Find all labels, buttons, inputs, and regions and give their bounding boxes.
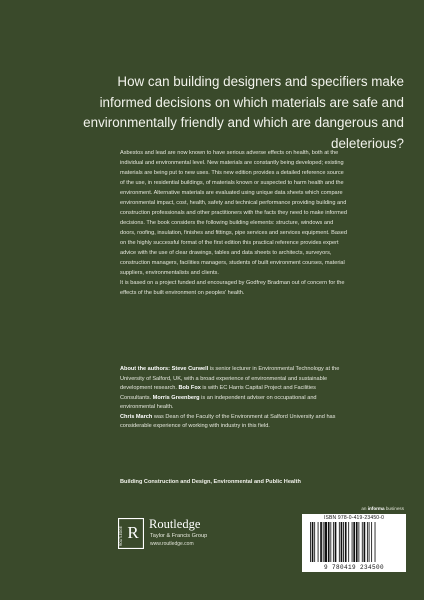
publisher-group: Taylor & Francis Group: [150, 533, 208, 539]
authors-paragraph-2: [120, 413, 346, 432]
barcode-bar: [333, 522, 334, 562]
author-name: Chris March: [120, 413, 153, 420]
description: [120, 148, 348, 298]
publisher-url: www.routledge.com: [150, 541, 194, 547]
informa-suffix: business: [384, 506, 404, 511]
barcode-bar: [367, 522, 368, 562]
isbn-barcode-block: [302, 514, 406, 572]
barcode-bar: [318, 522, 319, 562]
routledge-logo-icon: [118, 518, 144, 549]
barcode-bar: [330, 522, 331, 562]
isbn-label: ISBN 978-0-419-23450-0: [323, 515, 385, 521]
author-bio: is with EC Harris Capital Project and Facilities Consultants.: [120, 385, 316, 401]
barcode-bar: [348, 522, 349, 562]
author-bio: is senior lecturer in Environmental Technology at the University of Salford, UK, with a broad experience of environmental and sustainable development research.: [120, 366, 340, 391]
barcode-bar: [343, 522, 344, 562]
logo-letter: R: [127, 523, 139, 542]
barcode-bar: [335, 522, 337, 562]
barcode-bar: [341, 522, 343, 562]
author-bio: was Dean of the Faculty of the Environment at Salford University and has considerable experience of working with industry in this field.: [120, 413, 336, 429]
barcode-bar: [375, 522, 376, 562]
about-the-authors: [120, 365, 346, 432]
description-paragraph: It is based on a project funded and encouraged by Godfrey Bradman out of concern for the effects of the built environment on peoples' health.: [120, 280, 345, 296]
barcode-bar: [362, 522, 363, 562]
authors-paragraph-1: [120, 365, 346, 413]
barcode-bar: [339, 522, 340, 562]
barcode-bar: [358, 522, 359, 562]
subject-category: Building Construction and Design, Environmental and Public Health: [120, 479, 301, 485]
barcode-bar: [320, 522, 322, 562]
informa-prefix: an: [361, 506, 368, 511]
author-name: Steve Curwell: [171, 366, 209, 372]
barcode-bar: [356, 522, 358, 562]
author-name: Bob Fox: [178, 385, 201, 391]
barcode-bar: [328, 522, 330, 562]
barcode-bar: [353, 522, 355, 562]
author-name: Morris Greenberg: [152, 394, 200, 401]
logo-vertical-text: ROUTLEDGE: [119, 526, 123, 546]
barcode-bar: [371, 522, 372, 562]
barcode-bar: [369, 522, 370, 562]
authors-heading: About the authors:: [120, 366, 172, 372]
author-bio: is an independent adviser on occupational and environmental health.: [120, 394, 317, 410]
barcode-bar: [364, 522, 366, 562]
barcode-bar: [312, 522, 314, 562]
informa-business-note: [304, 506, 404, 511]
barcode-bar: [314, 522, 315, 562]
description-paragraph: Asbestos and lead are now known to have serious adverse effects on health, both at the individual and environmental level. New materials are constantly being developed; existing materials are being put to new uses. This new edition provides a detailed reference source of the use, in residential buildings, of materials known or suspected to harm health and the environment. Alternative materials are evaluated using unique data sheets which compare environmental impact, cost, health, safety and technical performance providing building and construction professionals and other practitioners with the facts they need to make informed decisions. The book considers the following building elements: structure, windows and doors, roofing, insulation, finishes and fittings, pipe services and services equipment. Based on the highly successful format of the first edition this practical reference provides expert advice with the use of clear drawings, tables and data sheets to architects, surveyors, construction managers, facilities managers, students of built environment courses, material suppliers, environmentalists and clients.: [120, 150, 347, 276]
barcode-bar: [352, 522, 353, 562]
informa-brand: informa: [367, 506, 385, 511]
barcode-number: 9 780419 234500: [323, 564, 384, 571]
barcode-bar: [324, 522, 327, 562]
publisher-name: Routledge: [149, 517, 201, 531]
barcode-bar: [345, 522, 347, 562]
barcode-bar: [310, 522, 311, 562]
barcode-bar: [323, 522, 324, 562]
publisher-block: [118, 515, 228, 555]
barcode-icon: [308, 522, 400, 562]
tagline: How can building designers and specifiers make informed decisions on which materials are safe and environmentally friendly and which are dangerous and deleterious?: [83, 74, 404, 151]
